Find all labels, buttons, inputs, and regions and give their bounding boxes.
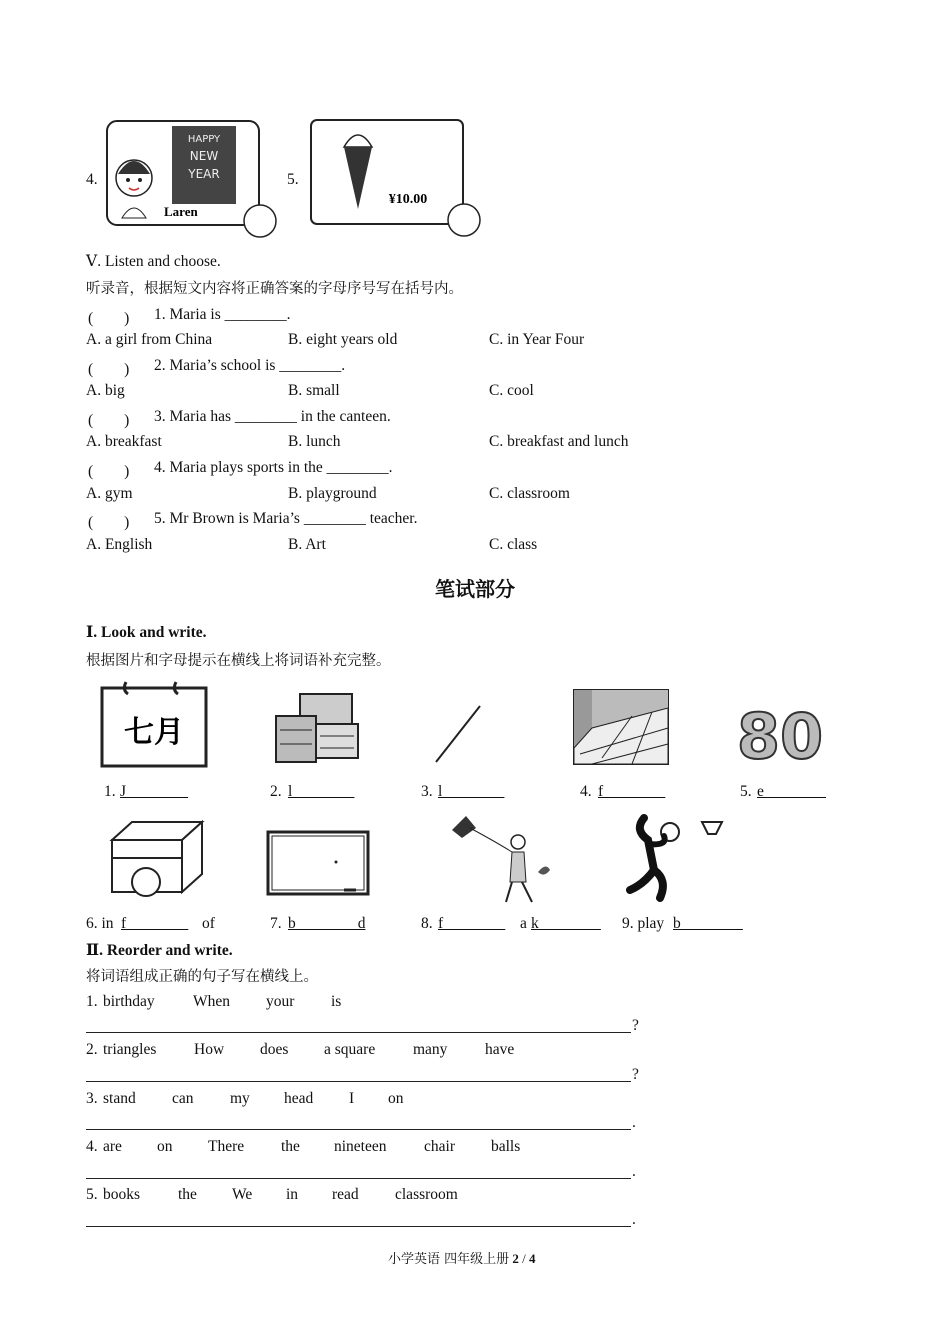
library-building-picture <box>270 690 362 768</box>
reorder-heading: Ⅱ. Reorder and write. <box>86 942 233 959</box>
answer-circle-4[interactable] <box>244 205 276 237</box>
reorder-word: stand <box>103 1090 136 1107</box>
option-3c: C. breakfast and lunch <box>489 433 629 450</box>
reorder-word: When <box>193 993 231 1010</box>
option-1c: C. in Year Four <box>489 331 585 348</box>
reorder-word: There <box>208 1138 245 1155</box>
item-1-number: 1. <box>104 783 116 800</box>
item-3-blank[interactable]: l________ <box>438 783 505 800</box>
reorder-word: We <box>232 1186 253 1203</box>
option-5c: C. class <box>489 536 538 553</box>
item-8-blank[interactable]: f________ <box>438 915 506 932</box>
question-stem-2: 2. Maria’s school is ________. <box>154 357 346 374</box>
fly-kite-picture <box>446 812 556 906</box>
option-3b: B. lunch <box>288 433 341 450</box>
reorder-word: balls <box>491 1138 521 1155</box>
reorder-word: my <box>230 1090 250 1107</box>
answer-bracket-3[interactable]: ( ) <box>88 412 130 429</box>
reorder-word: does <box>260 1041 289 1058</box>
answer-bracket-2[interactable]: ( ) <box>88 361 130 378</box>
item-1-blank[interactable]: J________ <box>120 783 189 800</box>
picture-number-4: 4. <box>86 171 98 188</box>
svg-text:NEW: NEW <box>189 149 219 163</box>
reorder-1-number: 1. <box>86 993 98 1010</box>
reorder-word: birthday <box>103 993 155 1010</box>
option-2c: C. cool <box>489 382 534 399</box>
reorder-word: is <box>331 993 342 1010</box>
reorder-3-number: 3. <box>86 1090 98 1107</box>
reorder-word: many <box>413 1041 448 1058</box>
item-7-blank[interactable]: b________d <box>288 915 366 932</box>
item-4-number: 4. <box>580 783 592 800</box>
item-2-blank[interactable]: l________ <box>288 783 355 800</box>
picture-number-5: 5. <box>287 171 299 188</box>
floor-picture <box>572 688 670 766</box>
number-eighty-picture <box>734 698 826 766</box>
written-part-title: 笔试部分 <box>435 577 515 601</box>
answer-line-1[interactable] <box>86 1032 631 1033</box>
reorder-word: read <box>332 1186 359 1203</box>
reorder-word: in <box>286 1186 299 1203</box>
option-4b: B. playground <box>288 485 377 502</box>
item-8-mid: a <box>520 915 527 932</box>
girl-newyear-card-picture <box>104 118 282 242</box>
reorder-word: can <box>172 1090 194 1107</box>
reorder-word: nineteen <box>334 1138 387 1155</box>
look-write-instruction: 根据图片和字母提示在横线上将词语补充完整。 <box>86 653 391 669</box>
item-8-blank2[interactable]: k________ <box>531 915 601 932</box>
item-5-number: 5. <box>740 783 752 800</box>
reorder-word: I <box>349 1090 355 1107</box>
option-5b: B. Art <box>288 536 326 553</box>
svg-text:YEAR: YEAR <box>188 167 220 181</box>
answer-bracket-5[interactable]: ( ) <box>88 514 130 531</box>
answer-line-2[interactable] <box>86 1081 631 1082</box>
option-3a: A. breakfast <box>86 433 162 450</box>
page-footer <box>388 1248 536 1267</box>
answer-line-3[interactable] <box>86 1129 631 1130</box>
footer-total-pages: 4 <box>529 1251 536 1266</box>
line-picture <box>430 700 486 768</box>
reorder-word: a square <box>324 1041 376 1058</box>
item-3-number: 3. <box>421 783 433 800</box>
option-4c: C. classroom <box>489 485 570 502</box>
answer-bracket-1[interactable]: ( ) <box>88 310 130 327</box>
item-8-prefix: 8. <box>421 915 433 932</box>
reorder-word: books <box>103 1186 141 1203</box>
answer-end-5: . <box>632 1211 636 1228</box>
box-ball-picture <box>104 818 208 898</box>
footer-text: 小学英语 四年级上册 <box>388 1252 510 1267</box>
reorder-word: the <box>178 1186 197 1203</box>
item-9-blank[interactable]: b________ <box>673 915 743 932</box>
option-2a: A. big <box>86 382 125 399</box>
question-stem-4: 4. Maria plays sports in the ________. <box>154 459 393 476</box>
reorder-word: on <box>157 1138 173 1155</box>
reorder-word: have <box>485 1041 515 1058</box>
ice-cream-picture <box>308 117 486 241</box>
answer-line-4[interactable] <box>86 1178 631 1179</box>
play-basketball-picture <box>624 810 730 902</box>
option-1a: A. a girl from China <box>86 331 213 348</box>
question-stem-1: 1. Maria is ________. <box>154 306 291 323</box>
reorder-word: the <box>281 1138 300 1155</box>
option-4a: A. gym <box>86 485 133 502</box>
blackboard-picture <box>264 828 374 900</box>
option-1b: B. eight years old <box>288 331 398 348</box>
reorder-word: head <box>284 1090 314 1107</box>
look-write-heading: Ⅰ. Look and write. <box>86 624 207 641</box>
number-eighty-text: 80 <box>736 700 824 766</box>
item-6-suffix: of <box>202 915 215 932</box>
answer-end-1: ? <box>632 1017 639 1034</box>
question-stem-3: 3. Maria has ________ in the canteen. <box>154 408 391 425</box>
item-7-prefix: 7. <box>270 915 282 932</box>
option-2b: B. small <box>288 382 340 399</box>
listening-heading: Ⅴ. Listen and choose. <box>86 253 221 270</box>
item-2-number: 2. <box>270 783 282 800</box>
reorder-word: classroom <box>395 1186 458 1203</box>
footer-page-number: 2 <box>512 1251 519 1266</box>
item-5-blank[interactable]: e________ <box>757 783 826 800</box>
reorder-word: triangles <box>103 1041 157 1058</box>
reorder-word: your <box>266 993 295 1010</box>
reorder-word: are <box>103 1138 122 1155</box>
answer-end-3: . <box>632 1114 636 1131</box>
footer-separator: / <box>522 1251 526 1266</box>
calendar-month-text: 七月 <box>124 715 184 750</box>
reorder-word: chair <box>424 1138 455 1155</box>
item-4-blank[interactable]: f________ <box>598 783 666 800</box>
reorder-instruction: 将词语组成正确的句子写在横线上。 <box>86 969 318 985</box>
item-6-blank[interactable]: f________ <box>121 915 189 932</box>
option-5a: A. English <box>86 536 153 553</box>
item-9-prefix: 9. play <box>622 915 665 932</box>
answer-circle-5[interactable] <box>448 204 480 236</box>
question-stem-5: 5. Mr Brown is Maria’s ________ teacher. <box>154 510 418 527</box>
reorder-word: How <box>194 1041 225 1058</box>
svg-text:HAPPY: HAPPY <box>187 134 221 145</box>
answer-bracket-4[interactable]: ( ) <box>88 463 130 480</box>
answer-end-4: . <box>632 1163 636 1180</box>
item-6-prefix: 6. in <box>86 915 114 932</box>
answer-end-2: ? <box>632 1066 639 1083</box>
price-label: ¥10.00 <box>388 192 428 207</box>
listening-instruction: 听录音，根据短文内容将正确答案的字母序号写在括号内。 <box>86 281 463 297</box>
reorder-4-number: 4. <box>86 1138 98 1155</box>
name-label: Laren <box>164 204 198 219</box>
reorder-2-number: 2. <box>86 1041 98 1058</box>
answer-line-5[interactable] <box>86 1226 631 1227</box>
reorder-5-number: 5. <box>86 1186 98 1203</box>
reorder-word: on <box>388 1090 404 1107</box>
calendar-picture <box>98 678 210 770</box>
